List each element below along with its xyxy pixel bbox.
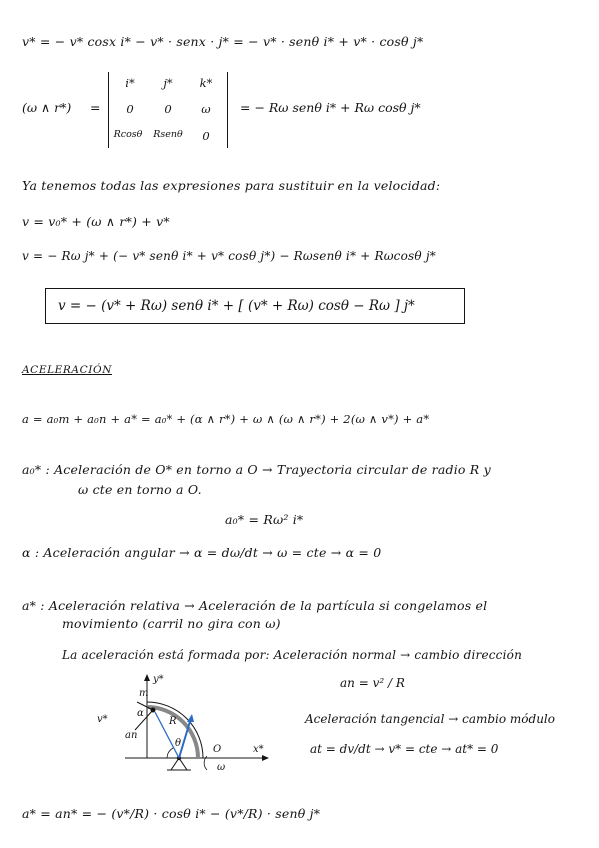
particle-label: m [139, 688, 149, 699]
det-cell: ω [201, 102, 211, 116]
omega-cross-r-result: = − Rω senθ i* + Rω cosθ j* [240, 100, 421, 115]
equals-sign: = [90, 100, 101, 115]
velocity-label: v* [97, 714, 108, 725]
omega-label: ω [217, 762, 226, 772]
origin-label: O [213, 744, 222, 755]
relative-acceleration-line1: a* : Aceleración relativa → Aceleración de la partícula si congelamos el [22, 598, 488, 613]
det-cell: k* [199, 76, 213, 90]
v-star-equation: v* = − v* cosx i* − v* · senx · j* = − v* · senθ i* + v* · cosθ j* [22, 34, 424, 49]
det-cell: Rsenθ [153, 129, 183, 140]
alpha-description: α : Aceleración angular → α = dω/dt → ω = cte → α = 0 [22, 545, 382, 560]
theta-label: θ [175, 738, 182, 749]
normal-acc-label: an [125, 730, 138, 741]
relative-acceleration-final: a* = an* = − (v*/R) · cosθ i* − (v*/R) · senθ j* [22, 806, 321, 821]
radius-arrow-icon [187, 714, 194, 722]
radius-label: R [169, 716, 177, 727]
track-inner-arc [147, 707, 198, 758]
det-cell: j* [163, 76, 173, 90]
x-axis-label: x* [253, 744, 264, 755]
angle-label: α [137, 708, 144, 719]
substitution-sentence: Ya tenemos todas las expresiones para sustituir en la velocidad: [22, 178, 441, 193]
velocity-final-box [45, 288, 465, 324]
y-axis-label: y* [153, 674, 164, 685]
theta-arc [167, 748, 173, 758]
det-cell: i* [125, 76, 135, 90]
formed-by-line: La aceleración está formada por: Aceleración normal → cambio dirección [62, 648, 522, 662]
det-cell: 0 [164, 102, 172, 116]
velocity-final-equation: v = − (v* + Rω) senθ i* + [ (v* + Rω) cosθ − Rω ] j* [58, 298, 415, 314]
acceleration-total-equation: a = a₀m + a₀n + a* = a₀* + (α ∧ r*) + ω ∧ (ω ∧ r*) + 2(ω ∧ v*) + a* [22, 412, 430, 426]
relative-acceleration-line2: movimiento (carril no gira con ω) [62, 616, 281, 631]
a0-value-equation: a₀* = Rω² i* [225, 512, 304, 527]
omega-cross-r-label: (ω ∧ r*) [22, 100, 72, 115]
section-heading-acceleration: ACELERACIÓN [22, 364, 112, 376]
det-cell: Rcosθ [113, 129, 143, 140]
tangential-acceleration-formula: at = dv/dt → v* = cte → at* = 0 [310, 742, 499, 756]
det-cell: 0 [126, 102, 134, 116]
velocity-sum-equation: v = v₀* + (ω ∧ r*) + v* [22, 214, 170, 229]
x-axis-arrow-icon [262, 755, 269, 761]
y-axis-arrow-icon [144, 674, 150, 681]
determinant-matrix [108, 72, 228, 148]
tangential-acceleration-line: Aceleración tangencial → cambio módulo [305, 712, 555, 726]
det-cell: 0 [202, 129, 210, 143]
a0-description-line1: a₀* : Aceleración de O* en torno a O → Trayectoria circular de radio R y [22, 462, 491, 477]
velocity-expanded-equation: v = − Rω j* + (− v* senθ i* + v* cosθ j*) − Rωsenθ i* + Rωcosθ j* [22, 249, 436, 263]
circular-track-diagram [95, 672, 275, 772]
a0-description-line2: ω cte en torno a O. [78, 482, 202, 497]
normal-acceleration-formula: an = v² / R [340, 676, 405, 690]
